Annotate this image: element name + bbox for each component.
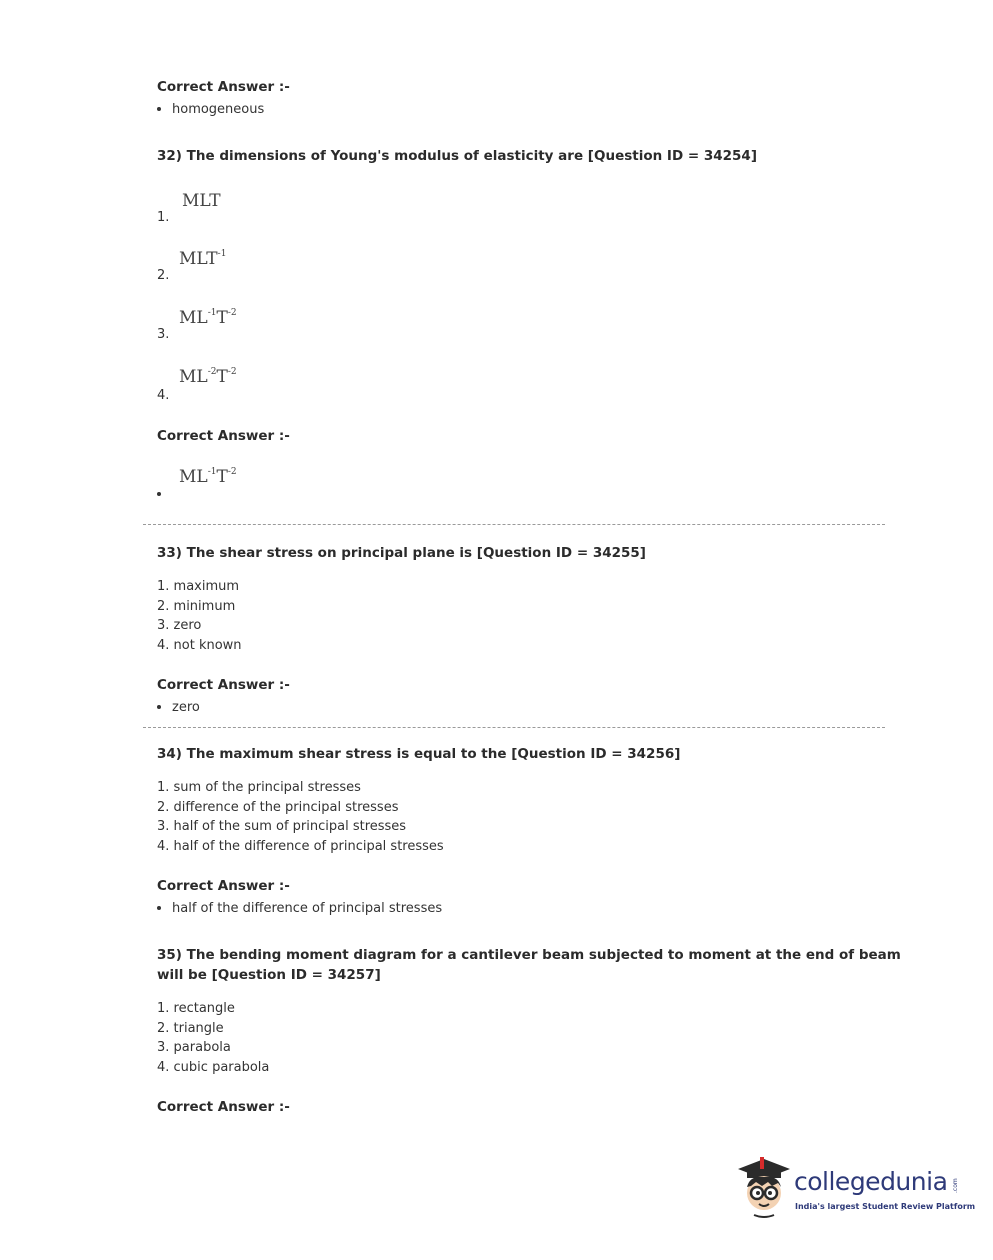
bullet-icon	[157, 906, 161, 910]
q34-option-1: 1. sum of the principal stresses	[157, 780, 361, 795]
question-34-title: 34) The maximum shear stress is equal to the [Question ID = 34256]	[157, 746, 681, 762]
q35-option-2: 2. triangle	[157, 1020, 224, 1036]
q32-option-3-number: 3.	[157, 327, 170, 342]
divider	[143, 524, 885, 525]
q33-option-4: 4. not known	[157, 637, 242, 653]
question-35-title: 35) The bending moment diagram for a cantilever beam subjected to moment at the end of beam will be [Question ID = 34257]	[157, 947, 901, 983]
q32-option-2-formula: $MLT^{-1}$	[179, 249, 227, 269]
correct-answer-label-q34: Correct Answer :-	[157, 878, 290, 894]
divider	[143, 727, 885, 728]
q35-option-1: 1. rectangle	[157, 1001, 235, 1016]
logo-tagline: India's largest Student Review Platform	[795, 1202, 976, 1211]
correct-answer-label-q31: Correct Answer :-	[157, 79, 290, 95]
q34-options-list	[157, 778, 444, 856]
logo-suffix: .com	[952, 1178, 959, 1193]
q34-option-3: 3. half of the sum of principal stresses	[157, 819, 407, 834]
mascot-icon	[734, 1155, 794, 1221]
q32-option-1-number: 1.	[157, 210, 170, 225]
q32-option-4-formula: $ML^{-2}T^{-2}$	[179, 367, 237, 387]
correct-answer-label-q35: Correct Answer :-	[157, 1099, 290, 1115]
q33-option-1: 1. maximum	[157, 579, 240, 594]
question-32-title: 32) The dimensions of Young's modulus of elasticity are [Question ID = 34254]	[157, 148, 757, 164]
logo-name: collegedunia	[794, 1167, 948, 1196]
q32-option-2-number: 2.	[157, 268, 170, 283]
answer-text: half of the difference of principal stresses	[172, 901, 443, 916]
q33-option-3: 3. zero	[157, 618, 202, 633]
correct-answer-q31	[157, 102, 264, 117]
q32-option-4-number: 4.	[157, 388, 170, 403]
q33-option-2: 2. minimum	[157, 598, 236, 614]
answer-text: homogeneous	[172, 102, 265, 117]
bullet-icon	[157, 492, 161, 496]
q34-option-4: 4. half of the difference of principal stresses	[157, 838, 444, 854]
bullet-icon	[157, 705, 161, 709]
answer-text: zero	[172, 700, 200, 715]
correct-answer-q34	[157, 901, 442, 916]
correct-answer-q32-formula: $ML^{-1}T^{-2}$	[179, 467, 237, 487]
question-33-title: 33) The shear stress on principal plane is [Question ID = 34255]	[157, 545, 646, 561]
q35-options-list	[157, 999, 269, 1077]
q35-option-3: 3. parabola	[157, 1040, 231, 1055]
correct-answer-label-q32: Correct Answer :-	[157, 428, 290, 444]
q32-option-3-formula: $ML^{-1}T^{-2}$	[179, 308, 237, 328]
q32-option-1-formula: MLT	[182, 191, 221, 211]
q33-options-list	[157, 577, 242, 655]
q34-option-2: 2. difference of the principal stresses	[157, 799, 399, 815]
bullet-icon	[157, 107, 161, 111]
q35-option-4: 4. cubic parabola	[157, 1059, 270, 1075]
correct-answer-q33	[157, 700, 200, 715]
correct-answer-label-q33: Correct Answer :-	[157, 677, 290, 693]
collegedunia-logo	[734, 1155, 976, 1225]
